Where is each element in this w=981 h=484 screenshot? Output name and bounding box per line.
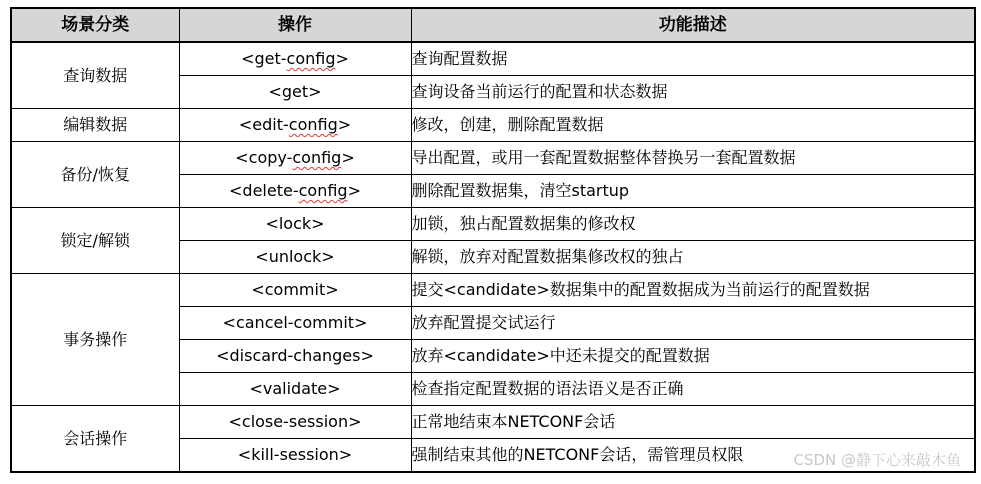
description-cell: 强制结束其他的NETCONF会话，需管理员权限 [411, 439, 975, 473]
table-body [11, 42, 975, 472]
description-cell: 导出配置，或用一套配置数据整体替换另一套配置数据 [411, 142, 975, 175]
operation-cell [179, 439, 411, 473]
table-row [11, 142, 975, 175]
category-cell: 事务操作 [11, 274, 179, 406]
operation-cell [179, 241, 411, 274]
table-row [11, 42, 975, 76]
operation-keyword: config [286, 49, 336, 68]
operation-cell [179, 76, 411, 109]
header-operation: 操作 [179, 8, 411, 42]
operation-prefix: <unlock> [255, 247, 335, 266]
operation-prefix: <delete- [229, 181, 299, 200]
operation-prefix: <lock> [265, 214, 325, 233]
category-cell: 锁定/解锁 [11, 208, 179, 274]
operation-prefix: <get- [241, 49, 287, 68]
category-cell: 备份/恢复 [11, 142, 179, 208]
operation-prefix: <cancel-commit> [222, 313, 368, 332]
header-category: 场景分类 [11, 8, 179, 42]
category-cell: 会话操作 [11, 406, 179, 473]
operation-keyword: config [298, 181, 348, 200]
operation-suffix: > [335, 49, 349, 68]
table-row [11, 274, 975, 307]
description-cell: 解锁，放弃对配置数据集修改权的独占 [411, 241, 975, 274]
watermark: CSDN @静下心来敲木鱼 [793, 451, 961, 469]
operation-cell [179, 42, 411, 76]
category-cell: 查询数据 [11, 42, 179, 109]
description-cell: 放弃配置提交试运行 [411, 307, 975, 340]
operation-keyword: config [288, 115, 338, 134]
netconf-operations-table [10, 7, 976, 473]
operation-cell [179, 274, 411, 307]
operation-suffix: > [347, 181, 361, 200]
operation-prefix: <commit> [251, 280, 339, 299]
operation-cell [179, 208, 411, 241]
operation-cell [179, 307, 411, 340]
description-cell: 检查指定配置数据的语法语义是否正确 [411, 373, 975, 406]
operation-cell [179, 373, 411, 406]
operation-cell [179, 175, 411, 208]
operation-prefix: <discard-changes> [216, 346, 374, 365]
operation-cell [179, 406, 411, 439]
table-row [11, 406, 975, 439]
operation-prefix: <copy- [235, 148, 293, 167]
category-cell: 编辑数据 [11, 109, 179, 142]
operation-suffix: > [341, 148, 355, 167]
operation-prefix: <edit- [238, 115, 289, 134]
description-cell: 查询设备当前运行的配置和状态数据 [411, 76, 975, 109]
operation-cell [179, 340, 411, 373]
description-cell: 提交<candidate>数据集中的配置数据成为当前运行的配置数据 [411, 274, 975, 307]
description-cell: 修改，创建，删除配置数据 [411, 109, 975, 142]
operation-keyword: config [292, 148, 342, 167]
description-cell: 删除配置数据集，清空startup [411, 175, 975, 208]
description-cell: 正常地结束本NETCONF会话 [411, 406, 975, 439]
operation-suffix: > [337, 115, 352, 134]
description-cell: 加锁，独占配置数据集的修改权 [411, 208, 975, 241]
header-row [11, 8, 975, 42]
description-cell: 放弃<candidate>中还未提交的配置数据 [411, 340, 975, 373]
table-row [11, 208, 975, 241]
operation-prefix: <get> [268, 82, 322, 101]
table-row [11, 109, 975, 142]
operation-prefix: <kill-session> [237, 445, 353, 464]
operation-cell [179, 142, 411, 175]
operation-prefix: <close-session> [228, 412, 362, 431]
description-cell: 查询配置数据 [411, 42, 975, 76]
operation-prefix: <validate> [249, 379, 341, 398]
header-description: 功能描述 [411, 8, 975, 42]
operation-cell [179, 109, 411, 142]
